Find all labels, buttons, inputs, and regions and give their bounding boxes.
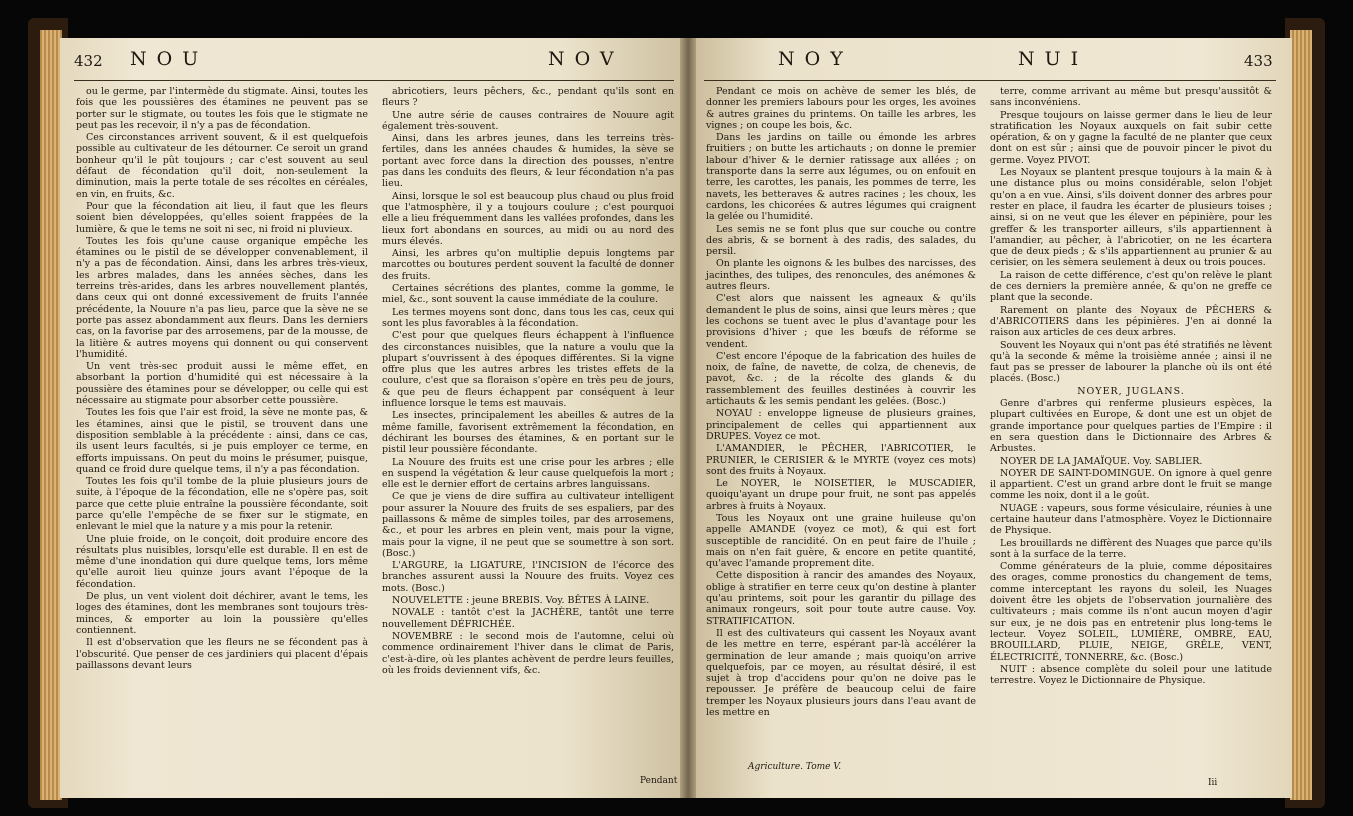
paragraph: Presque toujours on laisse germer dans le lieu de leur stratification les Noyaux auxquels on fait subir cette opération, & on y gagne la faculté de ne planter que ceux dont on est sûr ; ainsi que de pouvoir pincer le pivot du germe. Voyez PIVOT. [990,109,1272,166]
paragraph: Ainsi, dans les arbres jeunes, dans les terreins très-fertiles, dans les années chaudes & humides, la sève se portant avec force dans la direction des pousses, n'entre pas dans les conduits des fleurs, & leur fécondation n'a pas lieu. [382,133,674,190]
paragraph: ou le germe, par l'intermède du stigmate. Ainsi, toutes les fois que les poussières des étamines ne peuvent pas se porter sur le stigmate, ou toutes les fois que le stigmate ne peut pas les recevoir, il n'y a pas de fécondation. [76,86,368,131]
page-number: 433 [1244,52,1273,70]
paragraph: Les termes moyens sont donc, dans tous les cas, ceux qui sont les plus favorables à la fécondation. [382,306,674,329]
text-column [76,86,368,786]
paragraph: Ainsi, les arbres qu'on multiplie depuis longtems par marcottes ou boutures perdent souvent la faculté de donner des fruits. [382,248,674,282]
paragraph: NOYER DE SAINT-DOMINGUE. On ignore à quel genre il appartient. C'est un grand arbre dont le fruit se mange comme les noix, dont il a le goût. [990,467,1272,502]
paragraph: NOYAU : enveloppe ligneuse de plusieurs graines, principalement de celles qui appartiennent aux DRUPES. Voyez ce mot. [706,408,976,442]
page-edges-left [40,30,62,800]
paragraph: abricotiers, leurs pêchers, &c., pendant qu'ils sont en fleurs ? [382,86,674,109]
paragraph: Une pluie froide, on le conçoit, doit produire encore des résultats plus nuisibles, lorsqu'elle est durable. Il en est de même d'une inondation qui dure quelque tems, lors même qu'elle auroit lieu quinze jours avant l'époque de la fécondation. [76,533,368,590]
paragraph: NOVALE : tantôt c'est la JACHÈRE, tantôt une terre nouvellement DÉFRICHÉE. [382,607,674,630]
page-edges-right [1290,30,1312,800]
paragraph: Ce que je viens de dire suffira au cultivateur intelligent pour assurer la Nouure des fruits de ses espaliers, par des paillassons & même de simples toiles, par des arrosemens, &c., et pour les arbres en plein vent, mais pour la vigne, mais pour la vigne, il ne peut que se soumettre à son sort. (Bosc.) [382,491,674,559]
paragraph: Tous les Noyaux ont une graine huileuse qu'on appelle AMANDE (voyez ce mot), & qui est fort susceptible de rancidité. On en peut faire de l'huile ; mais on n'en fait guère, & encore en petite quantité, qu'avec l'amande proprement dite. [706,512,976,570]
paragraph: Toutes les fois que l'air est froid, la sève ne monte pas, & les étamines, ainsi que le pistil, se trouvent dans une disposition semblable à la précédente : ainsi, dans ce cas, ils usent leurs facultés, si je puis employer ce terme, en efforts impuissans. On peut du moins le présumer, puisque, quand ce froid dure quelque tems, il n'y a pas fécondation. [76,407,368,475]
paragraph: Le NOYER, le NOISETIER, le MUSCADIER, quoiqu'ayant un drupe pour fruit, ne sont pas appelés arbres à fruits à Noyaux. [706,478,976,512]
paragraph: Pour que la fécondation ait lieu, il faut que les fleurs soient bien développées, qu'elles soient frappées de la lumière, & que le tems ne soit ni sec, ni froid ni pluvieux. [76,200,368,235]
header-rule [704,80,1276,81]
paragraph: Cette disposition à rancir des amandes des Noyaux, oblige à stratifier en terre ceux qu'on destine à planter qu'au printems, soit pour les garantir du pillage des animaux rongeurs, soit pour toute autre cause. Voy. STRATIFICATION. [706,570,976,627]
paragraph: L'ARGURE, la LIGATURE, l'INCISION de l'écorce des branches assurent aussi la Nouure des fruits. Voyez ces mots. (Bosc.) [382,560,674,594]
paragraph: Pendant ce mois on achève de semer les blés, de donner les premiers labours pour les orges, les avoines & autres graines du printems. On taille les arbres, les vignes ; on coupe les bois, &c. [706,86,976,131]
paragraph: Rarement on plante des Noyaux de PÊCHERS & d'ABRICOTIERS dans les pépinières. J'en ai donné la raison aux articles de ces deux arbres. [990,304,1272,339]
paragraph: Comme générateurs de la pluie, comme dépositaires des orages, comme pronostics du changement de tems, comme interceptant les rayons du soleil, les Nuages doivent être les objets de l'observation journalière des cultivateurs ; mais comme ils n'ont aucun moyen d'agir sur eux, je ne dois pas en entretenir plus long-tems le lecteur. Voyez SOLEIL, LUMIÈRE, OMBRE, EAU, BROUILLARD, PLUIE, NEIGE, GRÊLE, VENT, ÉLECTRICITÉ, TONNERRE, &c. (Bosc.) [990,561,1272,663]
article-heading: NOYER, JUGLANS. [1077,385,1185,397]
paragraph: Une autre série de causes contraires de Nouure agit également très-souvent. [382,109,674,132]
paragraph: De plus, un vent violent doit déchirer, avant le tems, les loges des étamines, dont les membranes sont toujours très-minces, & emporter au loin la poussière qu'elles contiennent. [76,591,368,636]
paragraph: Un vent très-sec produit aussi le même effet, en absorbant la portion d'humidité qui est nécessaire à la poussière des étamines pour se développer, ou celle qui est nécessaire au stigmate pour absorber cette poussière. [76,361,368,407]
paragraph: C'est alors que naissent les agneaux & qu'ils demandent le plus de soins, ainsi que leurs mères ; que les cochons se tuent avec le plus d'avantage pour les provisions d'hiver ; que les bœufs de réforme se vendent. [706,293,976,350]
header-rule [74,80,674,81]
book-gutter [680,38,696,798]
paragraph: On plante les oignons & les bulbes des narcisses, des jacinthes, des tulipes, des renoncules, des anémones & autres fleurs. [706,258,976,293]
paragraph: Ces circonstances arrivent souvent, & il est quelquefois possible au cultivateur de les détourner. Ce seroit un grand bonheur qu'il le pût toujours ; car c'est souvent au seul défaut de fécondation qu'il doit, non-seulement la diminution, mais la perte totale de ses récoltes en céréales, en vin, en fruits, &c. [76,132,368,200]
page-footer: Agriculture. Tome V. [748,762,842,772]
catchword: Pendant [640,776,678,786]
paragraph: Souvent les Noyaux qui n'ont pas été stratifiés ne lèvent qu'à la seconde & même la troisième année ; ainsi il ne faut pas se presser de labourer la planche où ils ont été placés. (Bosc.) [990,339,1272,385]
running-head: NOV [548,48,624,70]
paragraph: Certaines sécrétions des plantes, comme la gomme, le miel, &c., sont souvent la cause immédiate de la coulure. [382,283,674,306]
paragraph: Il est des cultivateurs qui cassent les Noyaux avant de les mettre en terre, espérant par-là accélérer la germination de leur amande ; mais quoiqu'on arrive quelquefois, par ce moyen, au résultat désiré, il est sujet à trop d'accidens pour qu'on ne doive pas le repousser. Je préfère de beaucoup celui de faire tremper les Noyaux plusieurs jours dans l'eau avant de les mettre en [706,627,976,719]
paragraph: NUIT : absence complète du soleil pour une latitude terrestre. Voyez le Dictionnaire de Physique. [990,663,1272,687]
paragraph: NOUVELETTE : jeune BREBIS. Voy. BÊTES À LAINE. [392,595,650,607]
running-head: NOY [778,48,853,70]
paragraph: La Nouure des fruits est une crise pour les arbres ; elle en suspend la végétation & leur cause quelquefois la mort ; elle est le dernier effort de certains arbres languissans. [382,456,674,491]
paragraph: C'est encore l'époque de la fabrication des huiles de noix, de faîne, de navette, de colza, de chenevis, de pavot, &c. ; de la récolte des glands & du rassemblement des feuilles destinées à couvrir les artichauts & les semis pendant les gelées. (Bosc.) [706,350,976,408]
paragraph: C'est pour que quelques fleurs échappent à l'influence des circonstances nuisibles, que la nature a voulu que la plupart s'ouvrissent à des époques différentes. Si la vigne offre plus que les autres arbres les tristes effets de la coulure, c'est que sa floraison s'opère en très peu de jours, & que peu de fleurs échappent par conséquent à leur influence lorsque le tems est mauvais. [382,330,674,410]
paragraph: NUAGE : vapeurs, sous forme vésiculaire, réunies à une certaine hauteur dans l'atmosphère. Voyez le Dictionnaire de Physique. [990,502,1272,537]
paragraph: NOVEMBRE : le second mois de l'automne, celui où commence ordinairement l'hiver dans le climat de Paris, c'est-à-dire, où les plantes achèvent de perdre leurs feuilles, où les froids deviennent vifs, &c. [382,630,674,676]
paragraph: NOYER DE LA JAMAÏQUE. Voy. SABLIER. [1000,455,1203,467]
right-page [688,38,1292,798]
paragraph: Genre d'arbres qui renferme plusieurs espèces, la plupart cultivées en Europe, & dont une est un objet de grande importance pour quelques parties de l'Empire : il en sera question dans le Dictionnaire des Arbres & Arbustes. [990,398,1272,455]
paragraph: Il est d'observation que les fleurs ne se fécondent pas à l'obscurité. Que penser de ces jardiniers qui placent d'épais paillassons devant leurs [76,637,368,671]
paragraph: L'AMANDIER, le PÊCHER, l'ABRICOTIER, le PRUNIER, le CERISIER & le MYRTE (voyez ces mots) sont des fruits à Noyaux. [706,443,976,477]
signature-mark: Iii [1208,778,1218,788]
paragraph: La raison de cette différence, c'est qu'on relève le plant de ces derniers la première année, & qu'on ne greffe ce plant que la seconde. [990,269,1272,304]
running-head: NUI [1018,48,1089,70]
paragraph: Les insectes, principalement les abeilles & autres de la même famille, favorisent extrêmement la fécondation, en déchirant les bourses des étamines, & en portant sur le pistil leur poussière fécondante. [382,410,674,456]
left-page [60,38,688,798]
paragraph: Toutes les fois qu'une cause organique empêche les étamines ou le pistil de se développer convenablement, il n'y a pas de fécondation. Ainsi, dans les arbres très-vieux, les arbres malades, dans les années sèches, dans les terreins très-arides, dans les arbres nouvellement plantés, dans ceux qui ont donné excessivement de fruits l'année précédente, la Nouure n'a pas lieu, parce que la sève ne se porte pas assez abondamment aux fleurs. Dans les derniers cas, on la favorise par des arrosemens, par de la mousse, de la litière & autres moyens qui donnent ou qui conservent l'humidité. [76,235,368,360]
text-column [706,86,976,758]
paragraph: Les semis ne se font plus que sur couche ou contre des abris, & se bornent à des radis, des salades, du persil. [706,223,976,258]
paragraph: Toutes les fois qu'il tombe de la pluie plusieurs jours de suite, à l'époque de la fécondation, elle ne s'opère pas, soit parce que cette pluie entraîne la poussière fécondante, soit parce qu'elle l'empêche de se fixer sur le stigmate, en enlevant le miel que la nature y a mis pour la retenir. [76,476,368,533]
page-number: 432 [74,52,103,70]
paragraph: Les Noyaux se plantent presque toujours à la main & à une distance plus ou moins considérable, selon l'objet qu'on a en vue. Ainsi, s'ils doivent donner des arbres pour rester en place, il faudra les écarter de plusieurs toises ; ainsi, si on ne veut que les élever en pépinière, pour les greffer & les transporter ailleurs, s'ils appartiennent à l'amandier, au pêcher, à l'abricotier, on ne les écartera que de deux pieds ; & s'ils appartiennent au prunier & au cerisier, on les sèmera seulement à deux ou trois pouces. [990,167,1272,269]
paragraph: Les brouillards ne diffèrent des Nuages que parce qu'ils sont à la surface de la terre. [990,537,1272,560]
paragraph: terre, comme arrivant au même but presqu'aussitôt & sans inconvéniens. [990,86,1272,109]
paragraph: Ainsi, lorsque le sol est beaucoup plus chaud ou plus froid que l'atmosphère, il y a toujours coulure ; c'est pourquoi elle a lieu fréquemment dans les vallées profondes, dans les lieux fort abondans en sources, au midi ou au nord des murs élevés. [382,190,674,247]
paragraph: Dans les jardins on taille ou émonde les arbres fruitiers ; on butte les artichauts ; on donne le premier labour d'hiver & le dernier ratissage aux allées ; on transporte dans la serre aux légumes, ou on enfouit en terre, les carottes, les panais, les pommes de terre, les navets, les betteraves & autres racines ; les choux, les cardons, les chicorées & autres légumes qui craignent la gelée ou l'humidité. [706,132,976,223]
running-head: NOU [130,48,209,70]
text-column [382,86,674,776]
text-column [990,86,1272,776]
